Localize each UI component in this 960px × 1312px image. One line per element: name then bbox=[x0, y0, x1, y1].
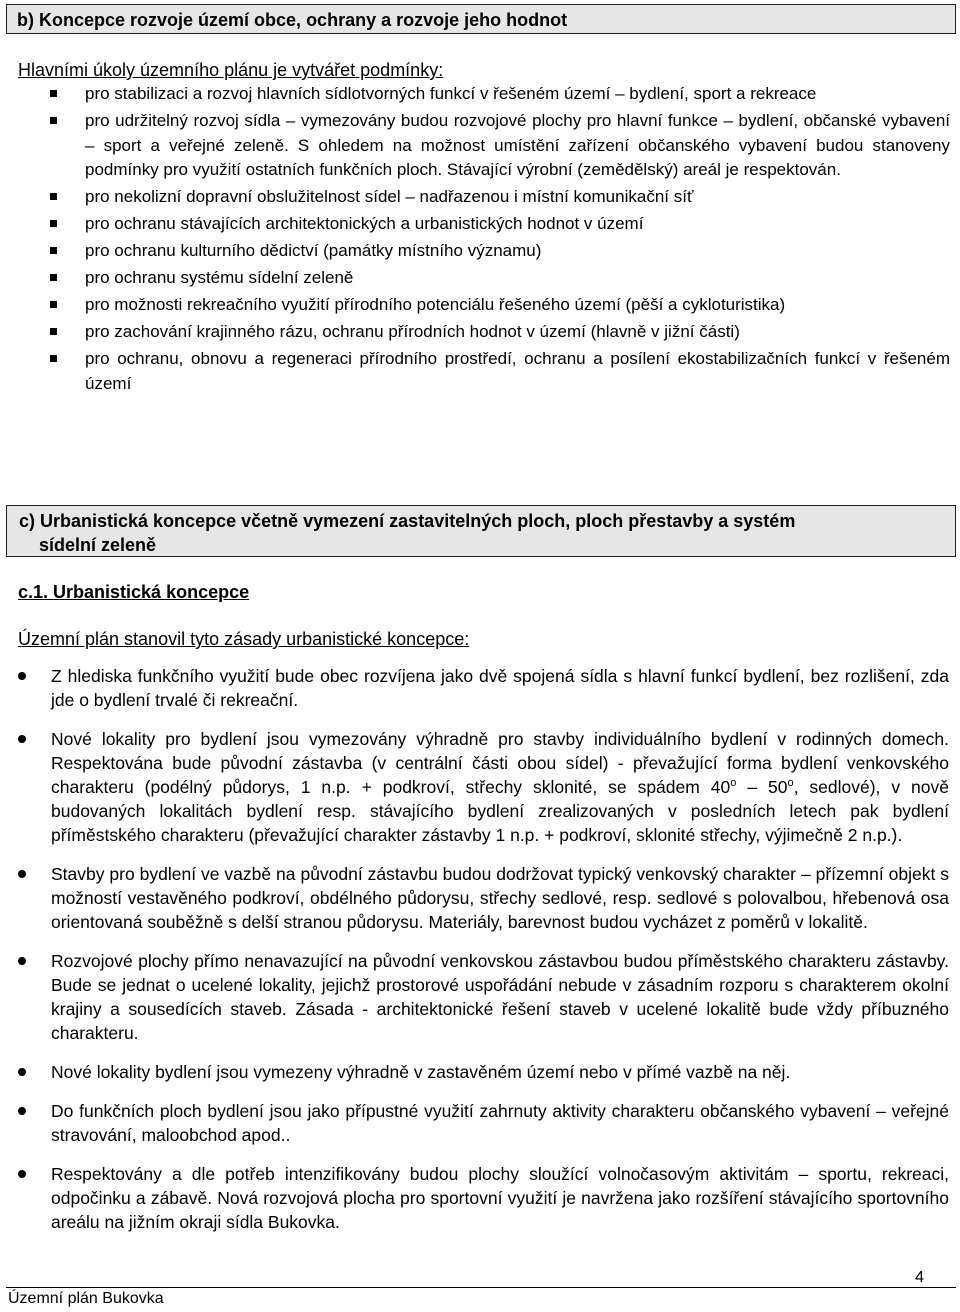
section-b-heading-text: b) Koncepce rozvoje území obce, ochrany a rozvoje jeho hodnot bbox=[17, 10, 568, 30]
degree-superscript: o bbox=[787, 777, 794, 790]
section-b-intro: Hlavními úkoly územního plánu je vytvářet podmínky: bbox=[18, 60, 444, 80]
section-b-heading bbox=[6, 4, 956, 34]
list-item bbox=[18, 949, 949, 1045]
section-c-heading-line2: sídelní zeleně bbox=[39, 535, 157, 555]
list-item-text: Nové lokality bydlení jsou vymezeny výhradně v zastavěném území nebo v přímé vazbě na něj. bbox=[51, 1062, 791, 1082]
square-bullet-icon bbox=[50, 328, 57, 335]
list-item-text: Respektovány a dle potřeb intenzifikovány budou plochy sloužící volnočasovým aktivitám – sportu, rekreaci, odpočinku a zábavě. Nová rozvojová plocha pro sportovní využití je navržena jako rozšíření stávajícího sportovního areálu na jižním okraji sídla Bukovka. bbox=[51, 1164, 949, 1232]
section-b-list bbox=[50, 82, 950, 399]
list-item bbox=[18, 664, 949, 712]
section-c-heading-line1: c) Urbanistická koncepce včetně vymezení zastavitelných ploch, ploch přestavby a systém bbox=[19, 511, 796, 531]
list-item bbox=[50, 212, 950, 237]
list-item bbox=[50, 320, 950, 345]
list-item bbox=[50, 347, 950, 396]
round-bullet-icon bbox=[18, 1107, 26, 1115]
list-item bbox=[18, 1162, 949, 1234]
list-item-text: pro nekolizní dopravní obslužitelnost sídel – nadřazenou i místní komunikační síť bbox=[85, 187, 694, 206]
round-bullet-icon bbox=[18, 870, 26, 878]
text-segment: Nové lokality pro bydlení jsou vymezovány výhradně pro stavby individuálního bydlení v rodinných domech. Respektována bude původní zástavba (v centrální části obou sídel) - převažující forma bydlení venkovského charakteru (podélný půdorys, 1 n.p. + podkroví, střechy sklonité, se spádem 40 bbox=[51, 729, 949, 797]
list-item bbox=[18, 727, 949, 847]
square-bullet-icon bbox=[50, 90, 57, 97]
list-item bbox=[50, 82, 950, 107]
footer-document-title: Územní plán Bukovka bbox=[8, 1290, 164, 1307]
section-c-list bbox=[18, 664, 949, 1249]
text-segment: , sedlové), v nově budovaných lokalitách bydlení resp. stávajícího bydlení zrealizovaných v posledních letech pak bydlení příměstského charakteru (převažující charakter zástavby 1 n.p. + podkroví, sklonité střechy, výjimečně 2 n.p.). bbox=[51, 777, 949, 845]
list-item-text: pro udržitelný rozvoj sídla – vymezovány budou rozvojové plochy pro hlavní funkce – bydlení, občanské vybavení – sport a veřejné zeleně. S ohledem na možnost umístění zařízení občanského vybavení budou stanoveny podmínky pro využití ostatních funkčních ploch. Stávající výrobní (zemědělský) areál je respektován. bbox=[85, 111, 950, 179]
round-bullet-icon bbox=[18, 957, 26, 965]
list-item-text: pro ochranu kulturního dědictví (památky místního významu) bbox=[85, 241, 542, 260]
list-item bbox=[18, 862, 949, 934]
list-item-text: Rozvojové plochy přímo nenavazující na původní venkovskou zástavbou budou příměstského charakteru zástavby. Bude se jednat o ucelené lokality, jejichž prostorové uspořádání nebude v zásadním rozporu s charakterem okolní krajiny a sousedících staveb. Zásada - architektonické řešení staveb v ucelené lokalitě bude vždy příbuzného charakteru. bbox=[51, 951, 949, 1043]
list-item bbox=[18, 1099, 949, 1147]
list-item-text: Stavby pro bydlení ve vazbě na původní zástavbu budou dodržovat typický venkovský charakter – přízemní objekt s možností vestavěného podkroví, obdélného půdorysu, střechy sedlové, resp. sedlové s polovalbou, hřebenová osa orientovaná souběžně s delší stranou půdorysu. Materiály, barevnost budou vycházet z poměrů v lokalitě. bbox=[51, 864, 949, 932]
round-bullet-icon bbox=[18, 1068, 26, 1076]
section-c-intro: Územní plán stanovil tyto zásady urbanistické koncepce: bbox=[18, 629, 470, 649]
list-item-text: pro zachování krajinného rázu, ochranu přírodních hodnot v území (hlavně v jižní části) bbox=[85, 322, 740, 341]
square-bullet-icon bbox=[50, 274, 57, 281]
footer-divider bbox=[6, 1287, 956, 1288]
list-item bbox=[50, 239, 950, 264]
square-bullet-icon bbox=[50, 117, 57, 124]
list-item-text: pro ochranu systému sídelní zeleně bbox=[85, 268, 354, 287]
list-item bbox=[50, 293, 950, 318]
list-item-text: pro ochranu stávajících architektonických a urbanistických hodnot v území bbox=[85, 214, 644, 233]
list-item-text bbox=[51, 729, 949, 845]
page-number: 4 bbox=[915, 1269, 924, 1286]
section-c1-subheading: c.1. Urbanistická koncepce bbox=[18, 582, 250, 602]
square-bullet-icon bbox=[50, 193, 57, 200]
square-bullet-icon bbox=[50, 220, 57, 227]
list-item-text: pro stabilizaci a rozvoj hlavních sídlotvorných funkcí v řešeném území – bydlení, sport a rekreace bbox=[85, 84, 817, 103]
text-segment: – 50 bbox=[736, 777, 788, 797]
list-item-text: pro možnosti rekreačního využití přírodního potenciálu řešeného území (pěší a cykloturistika) bbox=[85, 295, 786, 314]
square-bullet-icon bbox=[50, 355, 57, 362]
list-item-text: Z hlediska funkčního využití bude obec rozvíjena jako dvě spojená sídla s hlavní funkcí bydlení, bez rozlišení, zda jde o bydlení trvalé či rekreační. bbox=[51, 666, 949, 710]
list-item bbox=[50, 109, 950, 183]
list-item bbox=[50, 185, 950, 210]
round-bullet-icon bbox=[18, 672, 26, 680]
round-bullet-icon bbox=[18, 1170, 26, 1178]
list-item-text: pro ochranu, obnovu a regeneraci přírodního prostředí, ochranu a posílení ekostabilizačních funkcí v řešeném území bbox=[85, 349, 950, 393]
round-bullet-icon bbox=[18, 735, 26, 743]
square-bullet-icon bbox=[50, 301, 57, 308]
list-item bbox=[18, 1060, 949, 1084]
square-bullet-icon bbox=[50, 247, 57, 254]
list-item-text: Do funkčních ploch bydlení jsou jako přípustné využití zahrnuty aktivity charakteru občanského vybavení – veřejné stravování, maloobchod apod.. bbox=[51, 1101, 949, 1145]
degree-superscript: o bbox=[730, 777, 737, 790]
list-item bbox=[50, 266, 950, 291]
section-c-heading bbox=[6, 505, 956, 557]
